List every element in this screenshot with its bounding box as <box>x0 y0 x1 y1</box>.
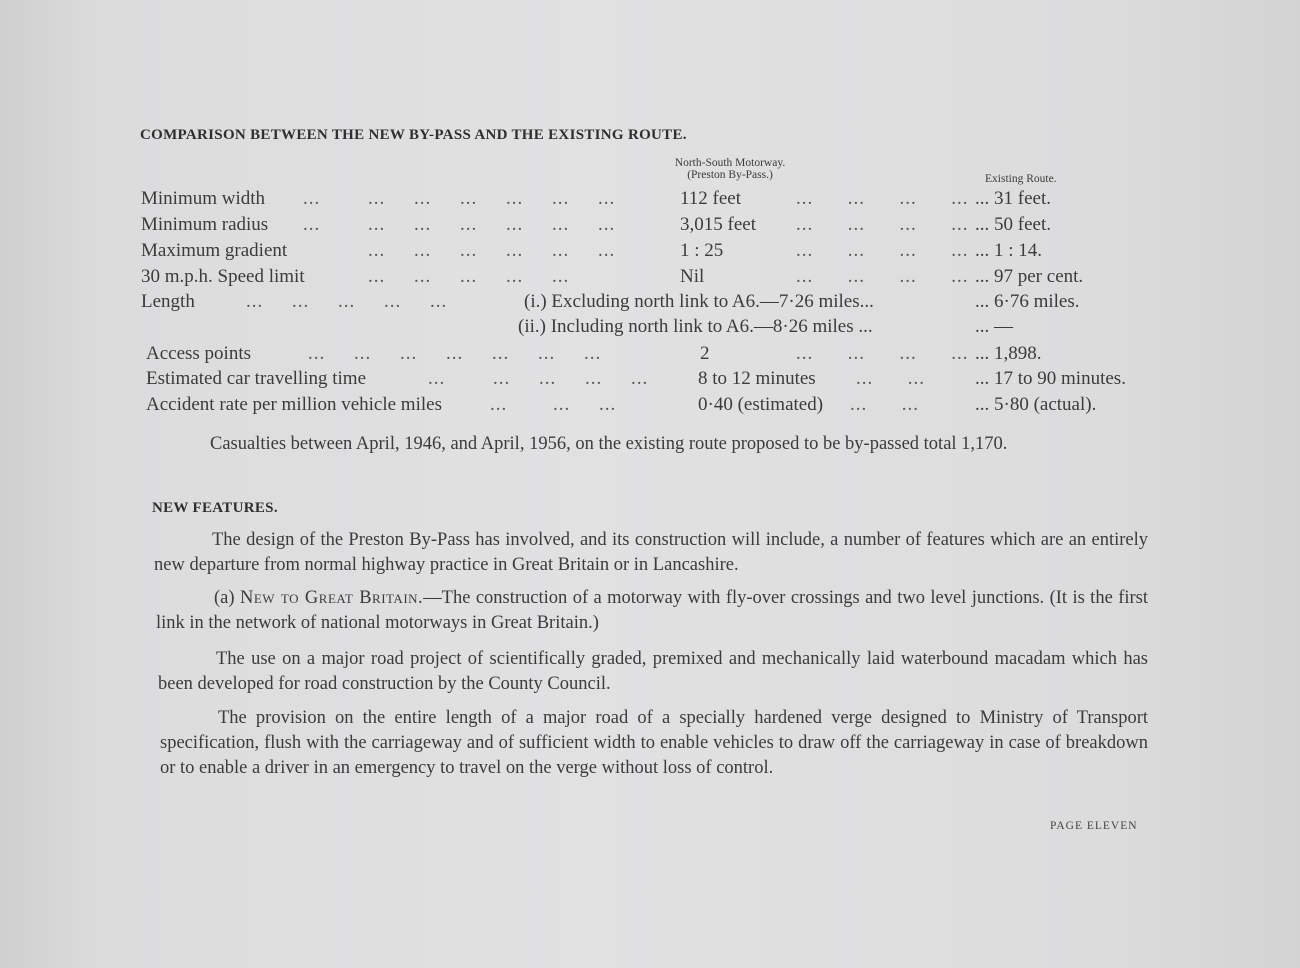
row-motorway-value: Nil <box>680 266 705 287</box>
comparison-heading: COMPARISON BETWEEN THE NEW BY-PASS AND THE EXISTING ROUTE. <box>140 127 687 143</box>
row-leader-dots: ... ... ... ... <box>796 214 969 235</box>
table-row-travelling-time <box>0 368 1300 392</box>
table-row-length-including <box>0 316 1300 340</box>
row-motorway-value: 1 : 25 <box>680 240 724 261</box>
row-label: Length <box>141 291 195 312</box>
row-leader-dots: ... ... ... ... <box>796 240 969 261</box>
row-leader-dots: ... ... ... ... ... ... <box>368 240 616 261</box>
row-label-leader: ... <box>428 368 446 389</box>
row-leader-dots: ... ... ... ... ... ... <box>368 188 616 209</box>
row-leader-dots: ... ... ... ... <box>493 368 649 389</box>
row-motorway-value: 2 <box>700 343 710 364</box>
item-marker: (a) <box>214 588 235 608</box>
row-motorway-value: 0·40 (estimated) <box>698 394 824 415</box>
row-label-leader: ... <box>303 188 321 209</box>
row-label: Accident rate per million vehicle miles <box>146 394 442 415</box>
row-label: Access points <box>146 343 252 364</box>
row-motorway-value: 8 to 12 minutes <box>698 368 816 389</box>
table-row-accident-rate <box>0 394 1300 418</box>
paragraph-waterbound-macadam: The use on a major road project of scientifically graded, premixed and mechanically laid waterbound macadam which has been developed for road construction by the County Council. <box>158 649 1148 694</box>
row-existing-value: ... 97 per cent. <box>975 266 1084 287</box>
row-label-leader: ... <box>490 394 508 415</box>
row-existing-value: ... 17 to 90 minutes. <box>975 368 1126 389</box>
row-label: Minimum width <box>141 188 266 209</box>
casualties-note: Casualties between April, 1946, and April, 1956, on the existing route proposed to be by-passed total 1,170. <box>210 434 1008 454</box>
row-leader-dots: ... ... ... ... ... ... ... <box>308 343 602 364</box>
row-label: 30 m.p.h. Speed limit <box>141 266 305 287</box>
row-label: Minimum radius <box>141 214 269 235</box>
row-motorway-value: 112 feet <box>680 188 742 209</box>
row-existing-value: ... 50 feet. <box>975 214 1051 235</box>
row-existing-value: ... 6·76 miles. <box>975 291 1080 312</box>
row-leader-dots: ... ... <box>553 394 617 415</box>
row-existing-value: ... 1 : 14. <box>975 240 1043 261</box>
row-existing-value: ... 31 feet. <box>975 188 1051 209</box>
table-row-minimum-radius <box>0 214 1300 238</box>
row-leader-dots: ... ... ... ... ... ... <box>368 214 616 235</box>
row-label: Estimated car travelling time <box>146 368 367 389</box>
row-label: Maximum gradient <box>141 240 288 261</box>
page-number: PAGE ELEVEN <box>1050 820 1138 832</box>
row-leader-dots: ... ... ... ... ... <box>368 266 570 287</box>
paragraph-design: The design of the Preston By-Pass has involved, and its construction will include, a number of features which are an entirely new departure from normal highway practice in Great Britain or in Lancashire. <box>154 530 1148 575</box>
motorway-column-header-line2: (Preston By-Pass.) <box>687 169 773 181</box>
new-features-heading: NEW FEATURES. <box>152 500 278 516</box>
item-text: —The construction of a motorway with fly-over crossings and two level junctions. (It is the first link in the network of national motorways in Great Britain.) <box>156 588 1148 633</box>
row-leader-dots: ... ... ... ... ... <box>246 291 448 312</box>
row-leader-dots: ... ... <box>856 368 925 389</box>
table-row-length <box>0 291 1300 315</box>
existing-column-header: Existing Route. <box>985 173 1057 185</box>
row-label-leader: ... <box>303 214 321 235</box>
motorway-column-header <box>640 157 820 181</box>
row-existing-value: ... — <box>975 316 1013 337</box>
paragraph-new-to-great-britain <box>156 586 1148 636</box>
row-motorway-value: (i.) Excluding north link to A6.—7·26 miles... <box>524 291 874 312</box>
row-existing-value: ... 5·80 (actual). <box>975 394 1097 415</box>
row-leader-dots: ... ... ... ... <box>796 343 969 364</box>
row-existing-value: ... 1,898. <box>975 343 1042 364</box>
row-motorway-value: 3,015 feet <box>680 214 756 235</box>
row-motorway-value: (ii.) Including north link to A6.—8·26 miles ... <box>518 316 873 337</box>
table-row-maximum-gradient <box>0 240 1300 264</box>
paragraph-hardened-verge: The provision on the entire length of a major road of a specially hardened verge designed to Ministry of Transport specification, flush with the carriageway and of sufficient width to enable vehicles to draw off the carriageway in case of breakdown or to enable a driver in an emergency to travel on the verge without loss of control. <box>160 708 1148 778</box>
table-row-minimum-width <box>0 188 1300 212</box>
table-row-access-points <box>0 343 1300 367</box>
table-row-speed-limit <box>0 266 1300 290</box>
row-leader-dots: ... ... <box>850 394 919 415</box>
motorway-column-header-line1: North-South Motorway. <box>674 157 786 169</box>
row-leader-dots: ... ... ... ... <box>796 266 969 287</box>
item-title: New to Great Britain. <box>239 588 424 608</box>
row-leader-dots: ... ... ... ... <box>796 188 969 209</box>
